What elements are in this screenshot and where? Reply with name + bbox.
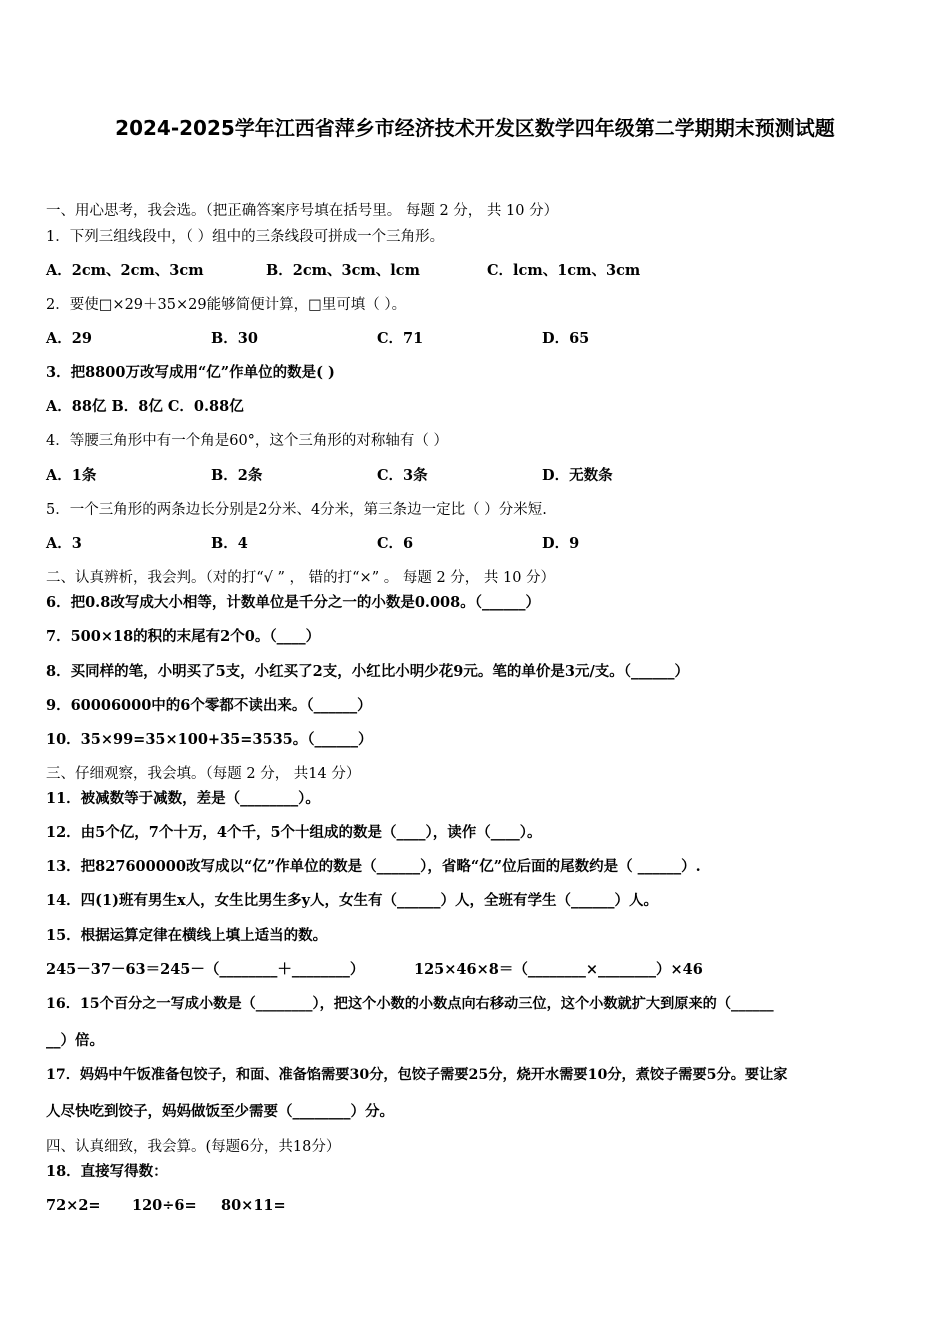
question-16-continued: __）倍。 [46, 1032, 104, 1049]
question-17-continued: 人尽快吃到饺子，妈妈做饭至少需要（________）分。 [46, 1103, 394, 1120]
q5-option-d: D．9 [542, 535, 580, 552]
calc-item-2: 120÷6= [132, 1197, 197, 1214]
question-4: 4．等腰三角形中有一个角是60°，这个三角形的对称轴有（ ） [46, 433, 449, 449]
question-5: 5．一个三角形的两条边长分别是2分米、4分米，第三条边一定比（ ）分米短. [46, 502, 547, 518]
question-6: 6．把0.8改写成大小相等，计数单位是千分之一的小数是0.008。（______） [46, 594, 540, 611]
page-title: 2024-2025学年江西省萍乡市经济技术开发区数学四年级第二学期期末预测试题 [115, 116, 835, 140]
question-3: 3．把8800万改写成用“亿”作单位的数是( ) [46, 364, 335, 381]
section-4-heading: 四、认真细致，我会算。(每题6分，共18分） [46, 1139, 341, 1155]
question-16: 16．15个百分之一写成小数是（________），把这个小数的小数点向右移动三位，这个小数就扩大到原来的（______ [46, 996, 774, 1012]
question-18: 18．直接写得数： [46, 1163, 168, 1180]
question-10: 10．35×99=35×100+35=3535。（______） [46, 731, 373, 748]
question-13: 13．把827600000改写成以“亿”作单位的数是（______），省略“亿”位后面的尾数约是（ ______）. [46, 858, 701, 875]
q1-option-b: B．2cm、3cm、lcm [266, 262, 420, 279]
question-1: 1．下列三组线段中，（ ）组中的三条线段可拼成一个三角形。 [46, 229, 445, 245]
question-15: 15．根据运算定律在横线上填上适当的数。 [46, 927, 328, 944]
section-1-heading: 一、用心思考，我会选。（把正确答案序号填在括号里。 每题 2 分， 共 10 分） [46, 203, 559, 219]
question-11: 11．被减数等于减数，差是（________）。 [46, 790, 320, 807]
section-3-heading: 三、仔细观察，我会填。（每题 2 分， 共14 分） [46, 766, 361, 782]
question-8: 8．买同样的笔，小明买了5支，小红买了2支，小红比小明少花9元。笔的单价是3元/支。（______） [46, 663, 689, 680]
q4-option-a: A．1条 [46, 467, 97, 484]
question-2: 2．要使□×29＋35×29能够简便计算，□里可填（ ）。 [46, 297, 407, 313]
q15-expression-b: 125×46×8＝（________×________）×46 [414, 961, 703, 978]
calc-item-3: 80×11= [221, 1197, 286, 1214]
q1-option-a: A．2cm、2cm、3cm [46, 262, 204, 279]
q4-option-c: C．3条 [377, 467, 428, 484]
q2-option-d: D．65 [542, 330, 590, 347]
q4-option-b: B．2条 [211, 467, 263, 484]
question-14: 14．四(1)班有男生x人，女生比男生多y人，女生有（______）人，全班有学生（______）人。 [46, 892, 659, 909]
q2-option-b: B．30 [211, 330, 258, 347]
q15-expression-a: 245－37－63＝245－（________＋________） [46, 961, 365, 978]
q5-option-b: B．4 [211, 535, 248, 552]
section-2-heading: 二、认真辨析，我会判。（对的打“√ ” ， 错的打“×” 。 每题 2 分， 共 10 分） [46, 570, 556, 586]
question-9: 9．60006000中的6个零都不读出来。（______） [46, 697, 372, 714]
question-12: 12．由5个亿，7个十万，4个千，5个十组成的数是（____），读作（____）。 [46, 824, 542, 841]
q5-option-c: C．6 [377, 535, 414, 552]
question-7: 7．500×18的积的末尾有2个0。（____） [46, 628, 321, 645]
q3-options: A．88亿 B．8亿 C．0.88亿 [46, 398, 244, 415]
question-17: 17．妈妈中午饭准备包饺子，和面、准备馅需要30分，包饺子需要25分，烧开水需要10分，煮饺子需要5分。要让家 [46, 1067, 788, 1083]
q4-option-d: D．无数条 [542, 467, 613, 484]
q1-option-c: C．lcm、1cm、3cm [487, 262, 641, 279]
calc-item-1: 72×2= [46, 1197, 101, 1214]
q2-option-c: C．71 [377, 330, 424, 347]
q5-option-a: A．3 [46, 535, 82, 552]
q2-option-a: A．29 [46, 330, 92, 347]
